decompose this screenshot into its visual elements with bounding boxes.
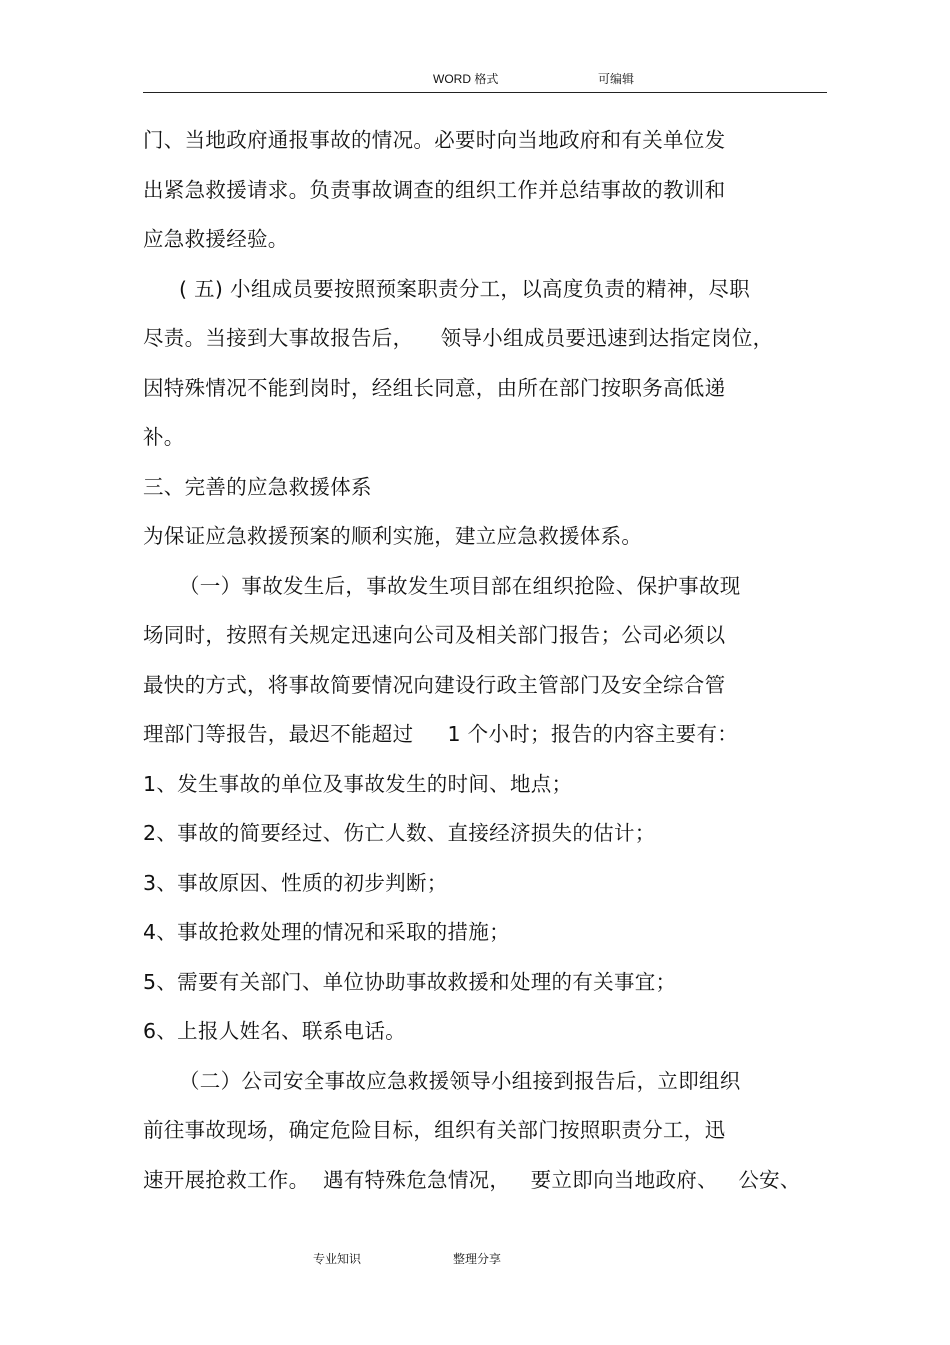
paragraph-line: （一）事故发生后，事故发生项目部在组织抢险、保护事故现 xyxy=(179,573,741,598)
text-line: 理部门等报告，最迟不能超过 1 个小时；报告的内容主要有： xyxy=(143,722,739,746)
text-line: 补。 xyxy=(143,425,185,449)
list-item: 1、发生事故的单位及事故发生的时间、地点； xyxy=(143,771,573,796)
document-body xyxy=(143,119,833,1208)
list-item: 3、事故原因、性质的初步判断； xyxy=(143,870,448,895)
header-format-label: WORD 格式 xyxy=(433,72,499,86)
list-item: 6、上报人姓名、联系电话。 xyxy=(143,1019,406,1043)
header-editable-label: 可编辑 xyxy=(598,72,635,86)
text-line: 最快的方式，将事故简要情况向建设行政主管部门及安全综合管 xyxy=(143,672,726,697)
page-header xyxy=(143,70,827,93)
footer-right-label: 整理分享 xyxy=(453,1252,502,1266)
text-line: 为保证应急救援预案的顺利实施，建立应急救援体系。 xyxy=(143,524,643,548)
text-line: 因特殊情况不能到岗时，经组长同意，由所在部门按职务高低递 xyxy=(143,375,726,400)
text-line: 前往事故现场，确定危险目标，组织有关部门按照职责分工，迅 xyxy=(143,1118,726,1142)
list-item: 4、事故抢救处理的情况和采取的措施； xyxy=(143,920,510,944)
text-line: 门、当地政府通报事故的情况。必要时向当地政府和有关单位发 xyxy=(143,128,726,152)
text-line: 应急救援经验。 xyxy=(143,227,289,251)
text-line: 尽责。当接到大事故报告后， 领导小组成员要迅速到达指定岗位， xyxy=(143,326,774,350)
list-item: 2、事故的简要经过、伤亡人数、直接经济损失的估计； xyxy=(143,821,656,845)
text-line: 出紧急救援请求。负责事故调查的组织工作并总结事故的教训和 xyxy=(143,177,726,202)
text-line: 速开展抢救工作。 遇有特殊危急情况， 要立即向当地政府、 公安、 xyxy=(143,1167,801,1192)
section-heading: 三、完善的应急救援体系 xyxy=(143,474,372,499)
list-item: 5、需要有关部门、单位协助事故救援和处理的有关事宜； xyxy=(143,969,677,994)
footer-left-label: 专业知识 xyxy=(313,1252,362,1266)
paragraph-line: （二）公司安全事故应急救援领导小组接到报告后，立即组织 xyxy=(179,1068,741,1093)
text-line: 场同时，按照有关规定迅速向公司及相关部门报告；公司必须以 xyxy=(143,623,726,647)
page-footer xyxy=(0,1250,950,1270)
paragraph-line: ( 五) 小组成员要按照预案职责分工，以高度负责的精神，尽职 xyxy=(179,276,751,301)
